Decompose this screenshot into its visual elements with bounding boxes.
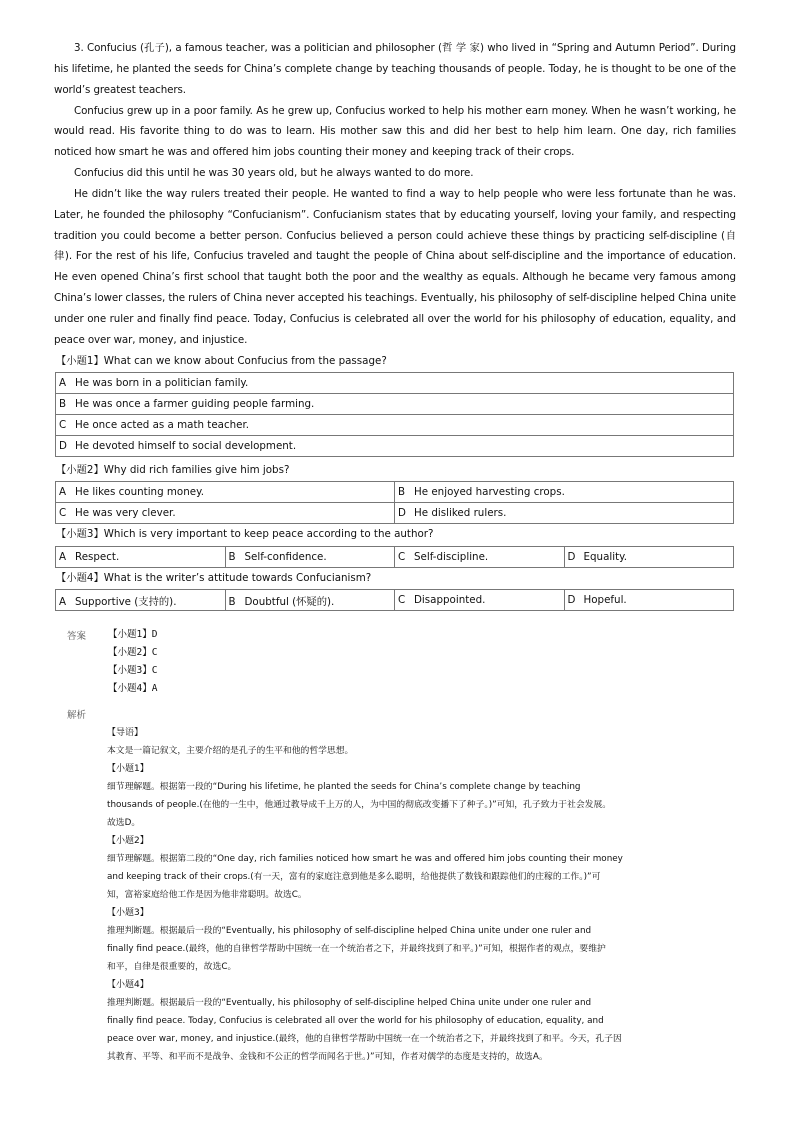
q3-option-a[interactable]	[56, 547, 226, 568]
q1-option-a[interactable]	[56, 373, 734, 394]
analysis-line: 其教育、平等、和平而不是战争、金钱和不公正的哲学而闻名于世。)”可知，作者对儒学的态度是支持的，故选A。	[107, 1052, 548, 1062]
passage-paragraph-1: 3. Confucius (孔子), a famous teacher, was a politician and philosopher (哲 学 家) who lived in “Spring and Autumn Period”. During his lifetime, he planted the seeds for China’s complete change by teaching thousands of people. Today, he is thought to be one of the world’s greatest teachers.	[54, 42, 736, 96]
q4-option-d[interactable]	[564, 590, 734, 611]
answer-label: 答案	[67, 631, 87, 642]
analysis-label: 解析	[67, 710, 87, 721]
q3-option-b[interactable]	[225, 547, 395, 568]
option-letter: B	[228, 551, 236, 563]
option-letter: B	[228, 595, 236, 608]
q3-option-c[interactable]	[395, 547, 565, 568]
analysis-line: peace over war, money, and injustice.(最终，他的自律哲学帮助中国统一在一个统治者之下，并最终找到了和平。今天，孔子因	[107, 1034, 622, 1044]
option-letter: B	[398, 486, 406, 498]
analysis-line: thousands of people.(在他的一生中，他通过教导成千上万的人，为中国的彻底改变播下了种子。)”可知，孔子致力于社会发展。	[107, 800, 612, 810]
analysis-line: 推理判断题。根据最后一段的“Eventually, his philosophy of self-discipline helped China unite under one ruler and	[107, 926, 592, 936]
answer-item: 【小题3】C	[108, 665, 158, 676]
analysis-section-4-title: 【小题4】	[107, 980, 149, 990]
analysis-line: 推理判断题。根据最后一段的“Eventually, his philosophy of self-discipline helped China unite under one ruler and	[107, 998, 592, 1008]
q1-option-b[interactable]	[56, 394, 734, 415]
analysis-line: 细节理解题。根据第一段的“During his lifetime, he planted the seeds for China’s complete change by teaching	[107, 782, 581, 792]
analysis-line: finally find peace.(最终，他的自律哲学帮助中国统一在一个统治者之下，并最终找到了和平。)”可知，根据作者的观点，要维护	[107, 944, 606, 954]
analysis-line: 故选D。	[107, 818, 141, 828]
option-text: Self-confidence.	[244, 551, 327, 563]
option-letter: B	[59, 398, 67, 410]
option-letter: D	[59, 440, 67, 452]
analysis-section-1-title: 【小题1】	[107, 764, 149, 774]
q2-option-d[interactable]	[395, 503, 734, 524]
passage-paragraph-4: He didn’t like the way rulers treated their people. He wanted to find a way to help people who were less fortunate than he was. Later, he founded the philosophy “Confucianism”. Confucianism states that by educating yourself, loving your family, and respecting tradition you could become a better person. Confucius believed a person could achieve these things by practicing self-discipline (自 律). For the rest of his life, Confucius traveled and taught the people of China about self-discipline and the importance of education. He even opened China’s first school that taught both the poor and the wealthy as equals. Although he became very famous among China’s lower classes, the rulers of China never accepted his teachings. Eventually, his philosophy of self-discipline helped China unite under one ruler and finally find peace. Today, Confucius is celebrated all over the world for his philosophy of education, equality, and peace over war, money, and injustice.	[54, 187, 736, 346]
option-letter: C	[398, 551, 406, 563]
analysis-line: 细节理解题。根据第二段的“One day, rich families noticed how smart he was and offered him jobs counting their money	[107, 854, 623, 864]
question-1-options	[55, 372, 734, 457]
option-text: He disliked rulers.	[414, 507, 507, 519]
analysis-intro-text: 本文是一篇记叙文，主要介绍的是孔子的生平和他的哲学思想。	[107, 746, 354, 756]
answer-list	[108, 626, 157, 698]
option-text: He devoted himself to social development.	[75, 440, 297, 452]
analysis-intro-title: 【导语】	[107, 728, 144, 738]
q4-option-b[interactable]	[225, 590, 395, 611]
answer-item: 【小题4】A	[108, 683, 158, 694]
option-text: Self-discipline.	[414, 551, 489, 563]
option-text: Disappointed.	[414, 594, 486, 606]
passage-paragraph-3: Confucius did this until he was 30 years old, but he always wanted to do more.	[74, 167, 474, 180]
option-text: He was once a farmer guiding people farming.	[75, 398, 315, 410]
option-text: Hopeful.	[583, 594, 627, 606]
analysis-line: 和平，自律是很重要的，故选C。	[107, 962, 237, 972]
option-letter: C	[398, 594, 406, 606]
analysis-section-2-title: 【小题2】	[107, 836, 149, 846]
option-text: He once acted as a math teacher.	[75, 419, 250, 431]
question-4-stem: 【小题4】What is the writer’s attitude towards Confucianism?	[56, 572, 372, 584]
analysis-block	[107, 724, 719, 1066]
q3-option-d[interactable]	[564, 547, 734, 568]
q4-option-c[interactable]	[395, 590, 565, 611]
option-text: Doubtful (怀疑的).	[244, 595, 335, 608]
q1-option-c[interactable]	[56, 415, 734, 436]
option-letter: C	[59, 507, 67, 519]
q2-option-a[interactable]	[56, 482, 395, 503]
option-text: He was born in a politician family.	[75, 377, 249, 389]
option-letter: D	[567, 594, 576, 606]
passage-paragraph-2: Confucius grew up in a poor family. As he grew up, Confucius worked to help his mother earn money. When he wasn’t working, he would read. His favorite thing to do was to learn. His mother saw this and did her best to help him learn. One day, rich families noticed how smart he was and offered him jobs counting their money and keeping track of their crops.	[54, 104, 736, 159]
q1-option-d[interactable]	[56, 436, 734, 457]
question-3-options	[55, 546, 734, 568]
option-letter: A	[59, 551, 67, 563]
option-letter: A	[59, 595, 67, 608]
analysis-section-3-title: 【小题3】	[107, 908, 149, 918]
answer-item: 【小题2】C	[108, 647, 158, 658]
reading-passage	[54, 38, 736, 351]
question-3-stem: 【小题3】Which is very important to keep peace according to the author?	[56, 528, 434, 540]
option-text: He likes counting money.	[75, 486, 204, 498]
analysis-line: finally find peace. Today, Confucius is celebrated all over the world for his philosophy of education, equality, and	[107, 1016, 604, 1026]
option-text: Supportive (支持的).	[75, 595, 177, 608]
question-4-options	[55, 589, 734, 611]
option-letter: C	[59, 419, 67, 431]
option-text: He was very clever.	[75, 507, 176, 519]
q2-option-c[interactable]	[56, 503, 395, 524]
q4-option-a[interactable]	[56, 590, 226, 611]
analysis-line: and keeping track of their crops.(有一天，富有的家庭注意到他是多么聪明，给他提供了数钱和跟踪他们的庄稼的工作。)”可	[107, 872, 601, 882]
answer-item: 【小题1】D	[108, 629, 158, 640]
question-1-stem: 【小题1】What can we know about Confucius from the passage?	[56, 355, 387, 367]
option-text: Respect.	[75, 551, 120, 563]
option-letter: A	[59, 377, 67, 389]
option-letter: D	[398, 507, 406, 519]
question-2-stem: 【小题2】Why did rich families give him jobs?	[56, 464, 290, 476]
q2-option-b[interactable]	[395, 482, 734, 503]
question-2-options	[55, 481, 734, 524]
analysis-line: 知，富裕家庭给他工作是因为他非常聪明。故选C。	[107, 890, 307, 900]
option-letter: D	[567, 551, 576, 563]
option-text: He enjoyed harvesting crops.	[414, 486, 565, 498]
option-text: Equality.	[583, 551, 628, 563]
option-letter: A	[59, 486, 67, 498]
